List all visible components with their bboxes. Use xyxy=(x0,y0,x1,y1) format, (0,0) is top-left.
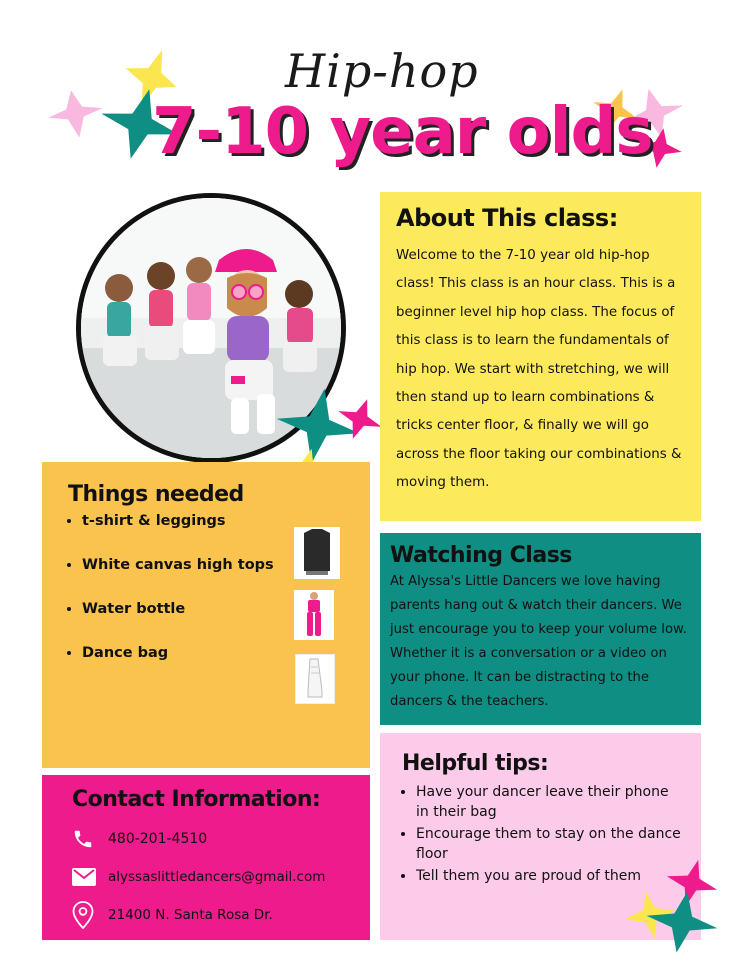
headline: 7-10 year olds xyxy=(152,95,653,169)
email-text: alyssaslittledancers@gmail.com xyxy=(108,869,326,885)
list-item: • Have your dancer leave their phone in their bag xyxy=(416,782,681,822)
address-text: 21400 N. Santa Rosa Dr. xyxy=(108,907,273,923)
about-body: Welcome to the 7-10 year old hip-hop class! This class is an hour class. This is a beginner level hip hop class. The focus of this class is to learn the fundamentals of hip hop. We start with stretching, we will then stand up to learn combinations & tricks center floor, & finally we will go across the floor taking our combinations & moving them. xyxy=(396,248,682,491)
watching-body: At Alyssa's Little Dancers we love having parents hang out & watch their dancers. We just encourage you to keep your volume low. Whether it is a conversation or a video on your phone. It can be distracting to the dancers & the teachers. xyxy=(390,574,687,709)
tips-heading: Helpful tips: xyxy=(402,751,549,776)
list-item: • Dance bag xyxy=(82,645,370,689)
watching-heading: Watching Class xyxy=(390,543,572,568)
about-heading: About This class: xyxy=(396,204,618,232)
list-item: • Encourage them to stay on the dance floor xyxy=(416,824,681,864)
list-item: • t-shirt & leggings xyxy=(82,513,370,557)
star-icon xyxy=(270,381,366,470)
phone-icon xyxy=(72,828,94,850)
tshirt-image xyxy=(294,527,340,579)
sneakers-image xyxy=(295,654,335,704)
about-panel xyxy=(380,192,701,521)
star-icon xyxy=(44,85,106,142)
contact-address xyxy=(72,898,370,932)
mail-icon xyxy=(72,868,96,886)
list-item: • Tell them you are proud of them xyxy=(416,866,681,886)
list-item: • White canvas high tops xyxy=(82,557,370,601)
phone-text: 480-201-4510 xyxy=(108,831,208,847)
star-icon xyxy=(661,855,724,913)
list-item: • Water bottle xyxy=(82,601,370,645)
contact-heading: Contact Information: xyxy=(72,787,321,812)
star-decorations-bottom xyxy=(620,855,730,965)
leggings-image xyxy=(294,590,334,640)
things-heading: Things needed xyxy=(68,482,244,507)
location-pin-icon xyxy=(72,901,94,929)
contact-phone xyxy=(72,822,370,856)
contact-panel xyxy=(42,775,370,940)
watching-panel xyxy=(380,533,701,725)
script-title: Hip-hop xyxy=(285,44,479,98)
contact-email xyxy=(72,860,370,894)
